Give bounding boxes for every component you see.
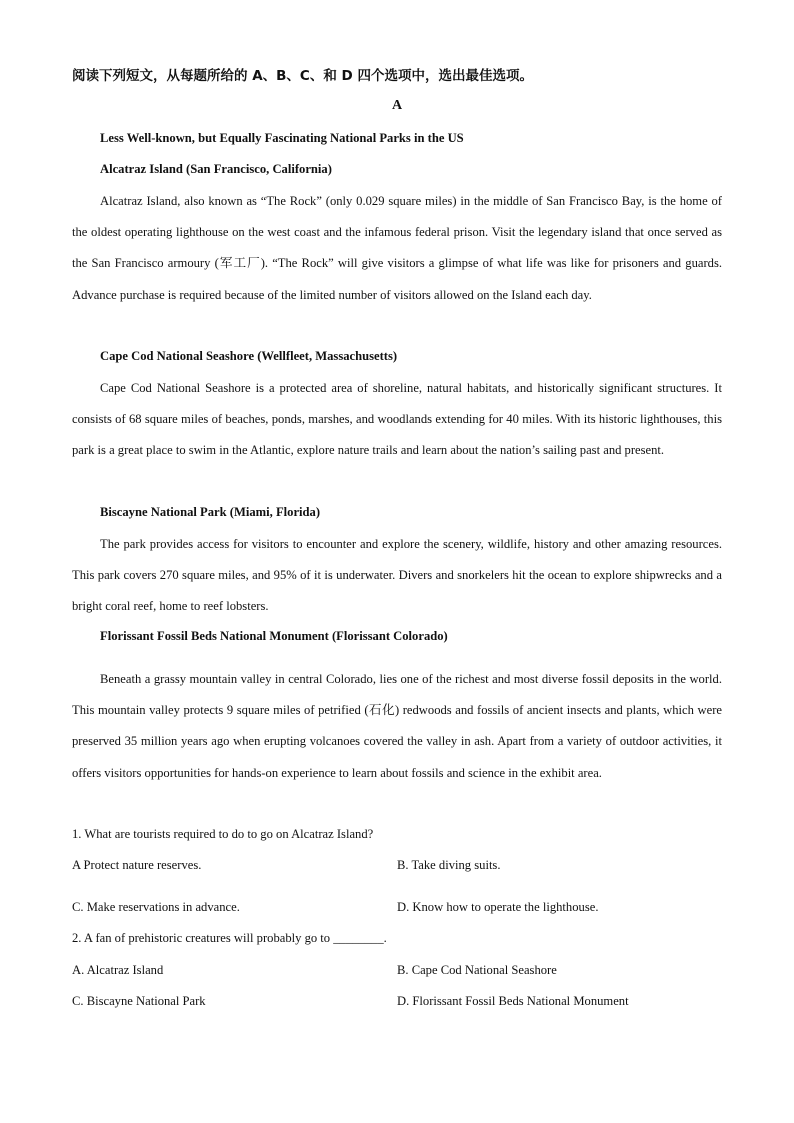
question-2-option-c[interactable]: C. Biscayne National Park [72, 994, 206, 1008]
question-1-option-c[interactable]: C. Make reservations in advance. [72, 900, 240, 914]
park-text-alcatraz: Alcatraz Island, also known as “The Rock” (only 0.029 square miles) in the middle of San Francisco Bay, is the home of the oldest operating lighthouse on the west coast and the infamous federal prison. Visit the legendary island that once served as the San Francisco armoury (军工厂). “The Rock” will give visitors a glimpse of what life was like for prisoners and guards. Advance purchase is required because of the limited number of visitors allowed on the Island each day. [72, 194, 722, 302]
instruction-text: 阅读下列短文，从每题所给的 A、B、C、和 D 四个选项中，选出最佳选项。 [72, 68, 533, 84]
question-2-option-b[interactable]: B. Cape Cod National Seashore [397, 963, 557, 977]
park-text-biscayne: The park provides access for visitors to encounter and explore the scenery, wildlife, history and other amazing resources. This park covers 270 square miles, and 95% of it is underwater. Divers and snorkelers hit the ocean to explore shipwrecks and a bright coral reef, home to reef lobsters. [72, 537, 722, 614]
park-text-florissant: Beneath a grassy mountain valley in central Colorado, lies one of the richest and most diverse fossil deposits in the world. This mountain valley protects 9 square miles of petrified (石化) redwoods and fossils of ancient insects and plants, which were preserved 35 million years ago when erupting volcanoes covered the valley in ash. Apart from a variety of outdoor activities, it offers visitors opportunities for hands-on experience to learn about fossils and science in the exhibit area. [72, 672, 722, 780]
park-heading-alcatraz: Alcatraz Island (San Francisco, California) [100, 162, 332, 176]
park-heading-florissant: Florissant Fossil Beds National Monument (Florissant Colorado) [100, 629, 448, 643]
question-1-stem: 1. What are tourists required to do to go on Alcatraz Island? [72, 827, 374, 841]
park-text-cape-cod: Cape Cod National Seashore is a protected area of shoreline, natural habitats, and historically significant structures. It consists of 68 square miles of beaches, ponds, marshes, and woodlands extending for 40 miles. With its historic lighthouses, this park is a great place to swim in the Atlantic, explore nature trails and learn about the nation’s sailing past and present. [72, 381, 722, 458]
question-1-option-a[interactable]: A Protect nature reserves. [72, 858, 202, 872]
question-2-stem: 2. A fan of prehistoric creatures will probably go to ________. [72, 931, 387, 945]
park-heading-biscayne: Biscayne National Park (Miami, Florida) [100, 505, 321, 519]
question-1-option-b[interactable]: B. Take diving suits. [397, 858, 501, 872]
question-1-option-d[interactable]: D. Know how to operate the lighthouse. [397, 900, 599, 914]
question-2-option-d[interactable]: D. Florissant Fossil Beds National Monument [397, 994, 629, 1008]
question-2-option-a[interactable]: A. Alcatraz Island [72, 963, 164, 977]
section-letter: A [391, 98, 403, 113]
park-heading-cape-cod: Cape Cod National Seashore (Wellfleet, Massachusetts) [100, 349, 398, 363]
passage-title: Less Well-known, but Equally Fascinating National Parks in the US [100, 131, 464, 145]
